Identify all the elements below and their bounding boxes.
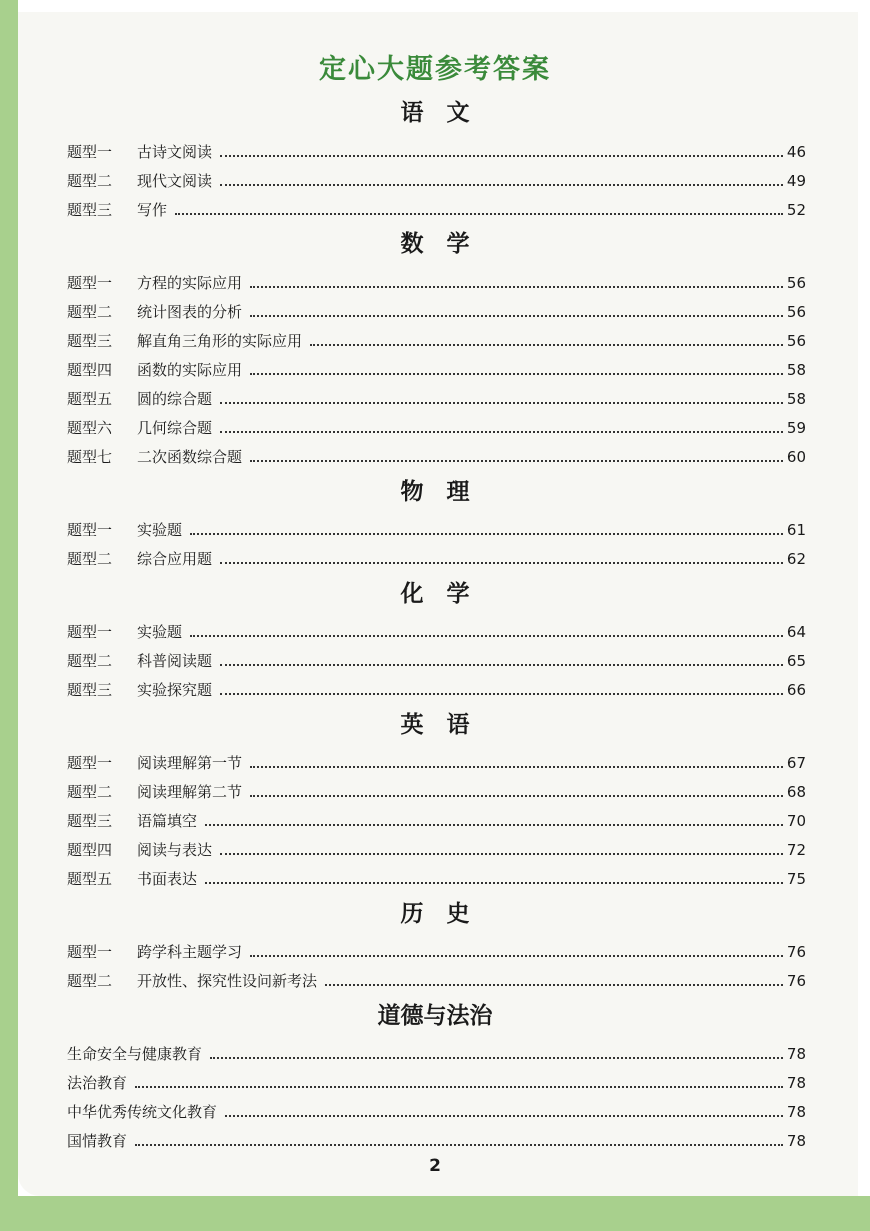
toc-item-title: 书面表达 (137, 870, 198, 888)
toc-page-number: 76 (786, 943, 806, 961)
section-title-math: 数 学 (400, 231, 470, 257)
question-type-label: 题型三 (67, 201, 113, 219)
page-number: 2 (429, 1156, 441, 1176)
question-type-label: 题型二 (67, 172, 113, 190)
dot-leader (205, 882, 783, 884)
question-type-label: 题型三 (67, 681, 113, 699)
toc-row[interactable] (67, 780, 806, 802)
question-type-label: 题型一 (67, 143, 113, 161)
dot-leader (220, 562, 783, 564)
question-type-label: 题型六 (67, 419, 113, 437)
dot-leader (220, 402, 783, 404)
toc-page-number: 52 (786, 201, 806, 219)
question-type-label: 题型三 (67, 812, 113, 830)
toc-page-number: 56 (786, 303, 806, 321)
question-type-label: 题型二 (67, 652, 113, 670)
dot-leader (310, 344, 783, 346)
toc-row[interactable] (67, 329, 806, 351)
question-type-label: 题型三 (67, 332, 113, 350)
toc-page-number: 56 (786, 332, 806, 350)
toc-row[interactable] (67, 1071, 806, 1093)
dot-leader (220, 693, 783, 695)
question-type-label: 题型二 (67, 550, 113, 568)
toc-page-number: 67 (786, 754, 806, 772)
toc-row[interactable] (67, 838, 806, 860)
section-title-physics: 物 理 (400, 479, 470, 505)
toc-page-number: 75 (786, 870, 806, 888)
question-type-label: 题型七 (67, 448, 113, 466)
dot-leader (220, 155, 783, 157)
toc-item-title: 现代文阅读 (137, 172, 213, 190)
toc-page-number: 58 (786, 361, 806, 379)
toc-item-title: 综合应用题 (137, 550, 213, 568)
toc-item-title: 方程的实际应用 (137, 274, 243, 292)
toc-row[interactable] (67, 1100, 806, 1122)
dot-leader (250, 373, 783, 375)
question-type-label: 题型一 (67, 754, 113, 772)
toc-row[interactable] (67, 867, 806, 889)
question-type-label: 题型四 (67, 841, 113, 859)
page-title: 定心大题参考答案 (319, 54, 551, 85)
question-type-label: 题型二 (67, 972, 113, 990)
toc-row[interactable] (67, 416, 806, 438)
toc-page-number: 58 (786, 390, 806, 408)
toc-page-number: 64 (786, 623, 806, 641)
section-title-english: 英 语 (400, 712, 470, 738)
dot-leader (190, 635, 783, 637)
toc-row[interactable] (67, 1129, 806, 1151)
dot-leader (135, 1086, 783, 1088)
dot-leader (220, 431, 783, 433)
dot-leader (205, 824, 783, 826)
toc-page-number: 49 (786, 172, 806, 190)
dot-leader (250, 315, 783, 317)
toc-page-number: 60 (786, 448, 806, 466)
toc-item-title: 函数的实际应用 (137, 361, 243, 379)
dot-leader (175, 213, 783, 215)
toc-item-title: 跨学科主题学习 (137, 943, 243, 961)
dot-leader (250, 955, 783, 957)
toc-item-title: 生命安全与健康教育 (67, 1045, 203, 1063)
dot-leader (250, 795, 783, 797)
toc-item-title: 科普阅读题 (137, 652, 213, 670)
question-type-label: 题型五 (67, 390, 113, 408)
toc-row[interactable] (67, 678, 806, 700)
question-type-label: 题型五 (67, 870, 113, 888)
question-type-label: 题型四 (67, 361, 113, 379)
toc-row[interactable] (67, 547, 806, 569)
dot-leader (325, 984, 783, 986)
toc-page-number: 72 (786, 841, 806, 859)
toc-row[interactable] (67, 518, 806, 540)
toc-row[interactable] (67, 358, 806, 380)
question-type-label: 题型一 (67, 274, 113, 292)
toc-row[interactable] (67, 969, 806, 991)
toc-item-title: 阅读理解第二节 (137, 783, 243, 801)
toc-item-title: 二次函数综合题 (137, 448, 243, 466)
toc-item-title: 法治教育 (67, 1074, 128, 1092)
dot-leader (190, 533, 783, 535)
toc-row[interactable] (67, 169, 806, 191)
toc-item-title: 国情教育 (67, 1132, 128, 1150)
toc-page-number: 59 (786, 419, 806, 437)
toc-page-number: 56 (786, 274, 806, 292)
toc-row[interactable] (67, 387, 806, 409)
dot-leader (250, 286, 783, 288)
question-type-label: 题型二 (67, 783, 113, 801)
toc-item-title: 统计图表的分析 (137, 303, 243, 321)
section-title-morality-law: 道德与法治 (377, 1003, 493, 1029)
dot-leader (225, 1115, 783, 1117)
toc-item-title: 几何综合题 (137, 419, 213, 437)
question-type-label: 题型一 (67, 943, 113, 961)
toc-page-number: 66 (786, 681, 806, 699)
dot-leader (250, 460, 783, 462)
toc-item-title: 实验题 (137, 623, 183, 641)
section-title-history: 历 史 (400, 901, 470, 927)
toc-item-title: 写作 (137, 201, 168, 219)
question-type-label: 题型一 (67, 521, 113, 539)
toc-page-number: 78 (786, 1074, 806, 1092)
toc-page-number: 61 (786, 521, 806, 539)
dot-leader (220, 664, 783, 666)
dot-leader (250, 766, 783, 768)
toc-page-number: 46 (786, 143, 806, 161)
toc-item-title: 实验题 (137, 521, 183, 539)
toc-item-title: 语篇填空 (137, 812, 198, 830)
toc-item-title: 阅读与表达 (137, 841, 213, 859)
dot-leader (210, 1057, 783, 1059)
toc-page-number: 62 (786, 550, 806, 568)
toc-item-title: 阅读理解第一节 (137, 754, 243, 772)
toc-item-title: 古诗文阅读 (137, 143, 213, 161)
toc-item-title: 开放性、探究性设问新考法 (137, 972, 318, 990)
toc-page-number: 78 (786, 1045, 806, 1063)
dot-leader (135, 1144, 783, 1146)
toc-item-title: 解直角三角形的实际应用 (137, 332, 303, 350)
page-frame-left (0, 0, 18, 1231)
toc-row[interactable] (67, 198, 806, 220)
toc-row[interactable] (67, 271, 806, 293)
dot-leader (220, 184, 783, 186)
toc-row[interactable] (67, 809, 806, 831)
question-type-label: 题型二 (67, 303, 113, 321)
question-type-label: 题型一 (67, 623, 113, 641)
toc-page-number: 65 (786, 652, 806, 670)
toc-item-title: 圆的综合题 (137, 390, 213, 408)
toc-row[interactable] (67, 300, 806, 322)
toc-row[interactable] (67, 1042, 806, 1064)
section-title-chinese: 语 文 (400, 100, 470, 126)
toc-item-title: 实验探究题 (137, 681, 213, 699)
toc-page-number: 78 (786, 1103, 806, 1121)
toc-row[interactable] (67, 649, 806, 671)
toc-row[interactable] (67, 751, 806, 773)
toc-item-title: 中华优秀传统文化教育 (67, 1103, 218, 1121)
section-title-chemistry: 化 学 (400, 581, 470, 607)
page-frame-bottom (0, 1196, 870, 1231)
toc-page-number: 70 (786, 812, 806, 830)
toc-page-number: 78 (786, 1132, 806, 1150)
dot-leader (220, 853, 783, 855)
toc-page-number: 68 (786, 783, 806, 801)
toc-row[interactable] (67, 445, 806, 467)
toc-row[interactable] (67, 140, 806, 162)
toc-row[interactable] (67, 940, 806, 962)
toc-row[interactable] (67, 620, 806, 642)
toc-page-number: 76 (786, 972, 806, 990)
